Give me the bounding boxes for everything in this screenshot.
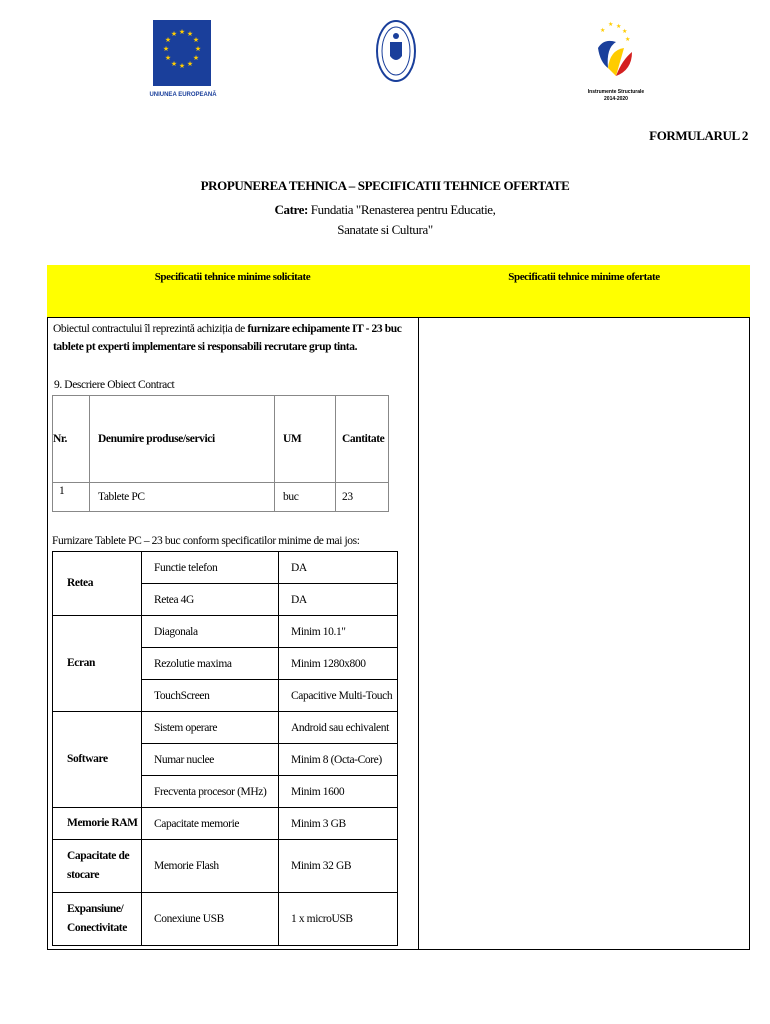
supply-description: Furnizare Tablete PC – 23 buc conform specificatilor minime de mai jos:	[52, 535, 360, 547]
catre-text-line2: Sanatate si Cultura"	[337, 222, 433, 237]
svg-text:★: ★	[608, 21, 614, 28]
table-row	[53, 893, 398, 946]
table-row	[53, 840, 398, 893]
header-cell-offered	[418, 265, 750, 318]
document-title: PROPUNEREA TEHNICA – SPECIFICATII TEHNICE OFERTATE	[200, 178, 570, 193]
spec-value: DA	[279, 552, 398, 584]
col-nr: Nr.	[53, 396, 90, 483]
category-expansiune: Expansiune/ Conectivitate	[53, 893, 142, 946]
structural-instruments-caption	[580, 89, 652, 103]
col-cantitate: Cantitate	[336, 396, 389, 483]
object-text-bold: furnizare echipamente IT - 23 buc tablete pt experti implementare si responsabili recrutare grup tinta.	[53, 323, 402, 353]
svg-text:★: ★	[164, 54, 172, 62]
row-um: buc	[275, 483, 336, 512]
spec-value: Minim 1600	[279, 776, 398, 808]
eu-flag-logo	[153, 20, 211, 86]
svg-text:★: ★	[162, 45, 170, 53]
spec-param: Frecventa procesor (MHz)	[142, 776, 279, 808]
catre-label: Catre:	[274, 202, 308, 217]
row-nr: 1	[53, 483, 90, 512]
spec-param: TouchScreen	[142, 680, 279, 712]
spec-param: Capacitate memorie	[142, 808, 279, 840]
addressee	[0, 200, 770, 240]
svg-text:★: ★	[186, 30, 194, 38]
object-text-plain: Obiectul contractului îl reprezintă achiziția de	[53, 323, 248, 335]
spec-value: 1 x microUSB	[279, 893, 398, 946]
svg-text:★: ★	[170, 60, 178, 68]
spec-param: Numar nuclee	[142, 744, 279, 776]
product-table-header	[53, 396, 389, 483]
spec-param: Sistem operare	[142, 712, 279, 744]
svg-text:★: ★	[194, 45, 202, 53]
spec-value: Minim 3 GB	[279, 808, 398, 840]
table-row	[53, 616, 398, 648]
category-ecran: Ecran	[53, 616, 142, 712]
table-row	[53, 712, 398, 744]
catre-text: Fundatia "Renasterea pentru Educatie,	[307, 202, 496, 217]
header-offered-label: Specificatii tehnice minime ofertate	[508, 271, 660, 283]
svg-text:★: ★	[178, 62, 186, 70]
svg-text:★: ★	[192, 36, 200, 44]
contract-object-text	[53, 320, 418, 356]
header-requested-label: Specificatii tehnice minime solicitate	[154, 271, 311, 283]
tablet-spec-table	[52, 551, 398, 946]
col-denumire: Denumire produse/servici	[90, 396, 275, 483]
svg-text:★: ★	[178, 28, 186, 36]
spec-param: Diagonala	[142, 616, 279, 648]
spec-param: Memorie Flash	[142, 840, 279, 893]
spec-value: Capacitive Multi-Touch	[279, 680, 398, 712]
spec-value: Minim 1280x800	[279, 648, 398, 680]
row-name: Tablete PC	[90, 483, 275, 512]
category-software: Software	[53, 712, 142, 808]
svg-text:★: ★	[600, 27, 606, 34]
svg-text:★: ★	[192, 54, 200, 62]
spec-param: Conexiune USB	[142, 893, 279, 946]
column-divider	[418, 318, 419, 950]
header-cell-requested	[47, 265, 419, 318]
category-stocare: Capacitate de stocare	[53, 840, 142, 893]
col-um: UM	[275, 396, 336, 483]
row-qty: 23	[336, 483, 389, 512]
description-title: 9. Descriere Obiect Contract	[54, 379, 175, 391]
table-row	[53, 808, 398, 840]
form-label: FORMULARUL 2	[649, 128, 748, 143]
svg-text:★: ★	[170, 30, 178, 38]
government-seal-logo	[376, 20, 416, 82]
spec-param: Functie telefon	[142, 552, 279, 584]
product-table	[52, 395, 389, 512]
spec-value: Minim 10.1"	[279, 616, 398, 648]
svg-text:★: ★	[622, 28, 628, 35]
svg-text:★: ★	[186, 60, 194, 68]
category-retea: Retea	[53, 552, 142, 616]
spec-value: Android sau echivalent	[279, 712, 398, 744]
svg-text:★: ★	[164, 36, 172, 44]
table-row	[53, 483, 389, 512]
is-caption-line2: 2014-2020	[604, 96, 628, 102]
spec-param: Rezolutie maxima	[142, 648, 279, 680]
structural-instruments-logo	[594, 18, 634, 86]
eu-caption: UNIUNEA EUROPEANĂ	[149, 92, 217, 98]
is-caption-line1: Instrumente Structurale	[587, 89, 645, 95]
svg-text:★: ★	[625, 36, 631, 43]
svg-text:★: ★	[616, 23, 622, 30]
table-row	[53, 552, 398, 584]
spec-value: Minim 8 (Octa-Core)	[279, 744, 398, 776]
spec-value: Minim 32 GB	[279, 840, 398, 893]
category-memorie: Memorie RAM	[53, 808, 142, 840]
spec-value: DA	[279, 584, 398, 616]
spec-param: Retea 4G	[142, 584, 279, 616]
